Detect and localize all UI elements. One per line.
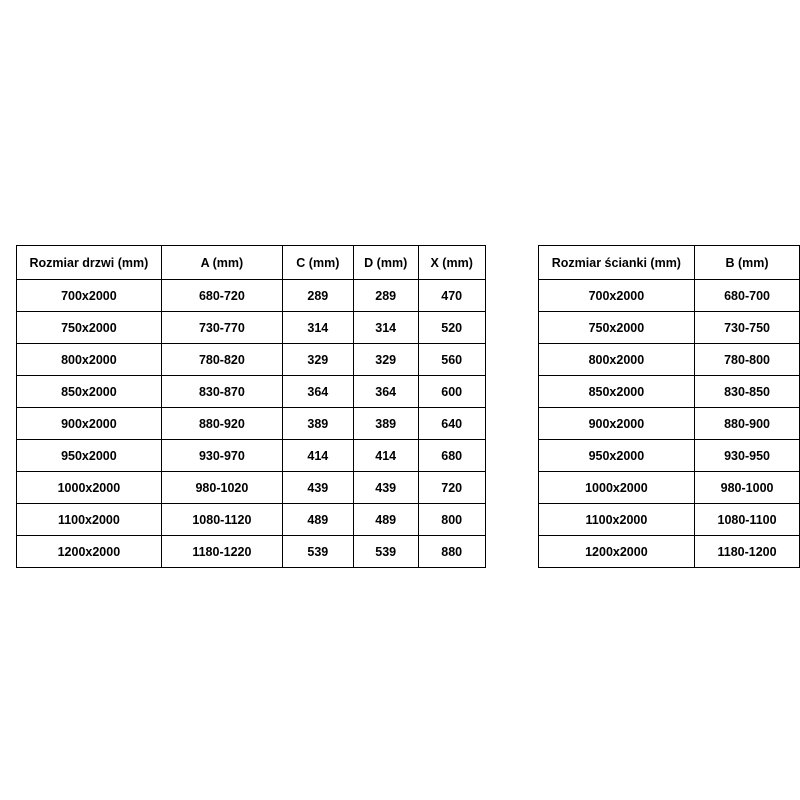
table-row: [17, 376, 486, 408]
table-cell: 850x2000: [17, 376, 162, 408]
table-row: [538, 536, 799, 568]
table-cell: 900x2000: [17, 408, 162, 440]
table-cell: 780-800: [695, 344, 800, 376]
table-cell: 314: [283, 312, 354, 344]
table-cell: 520: [418, 312, 485, 344]
table-cell: 950x2000: [17, 440, 162, 472]
table-cell: 1080-1100: [695, 504, 800, 536]
table-row: [538, 376, 799, 408]
doors-size-table-block: [16, 245, 486, 568]
table-header-row: [17, 246, 486, 280]
table-cell: 700x2000: [538, 280, 694, 312]
table-cell: 1200x2000: [538, 536, 694, 568]
table-cell: 930-970: [161, 440, 282, 472]
table-cell: 830-870: [161, 376, 282, 408]
table-cell: 414: [283, 440, 354, 472]
table-cell: 700x2000: [17, 280, 162, 312]
table-cell: 780-820: [161, 344, 282, 376]
table-cell: 1180-1200: [695, 536, 800, 568]
doors-size-table: [16, 245, 486, 568]
table-cell: 1100x2000: [17, 504, 162, 536]
table-cell: 980-1000: [695, 472, 800, 504]
table-cell: 800: [418, 504, 485, 536]
table-cell: 950x2000: [538, 440, 694, 472]
table-row: [538, 280, 799, 312]
table-cell: 314: [353, 312, 418, 344]
column-header: Rozmiar drzwi (mm): [17, 246, 162, 280]
table-row: [538, 344, 799, 376]
tables-container: [0, 245, 800, 568]
table-cell: 1080-1120: [161, 504, 282, 536]
table-cell: 1000x2000: [17, 472, 162, 504]
table-row: [538, 504, 799, 536]
table-header-row: [538, 246, 799, 280]
table-cell: 600: [418, 376, 485, 408]
table-row: [17, 408, 486, 440]
column-header: C (mm): [283, 246, 354, 280]
table-cell: 1000x2000: [538, 472, 694, 504]
table-row: [538, 312, 799, 344]
table-cell: 329: [353, 344, 418, 376]
table-cell: 640: [418, 408, 485, 440]
table-row: [17, 536, 486, 568]
table-row: [538, 408, 799, 440]
table-row: [17, 472, 486, 504]
table-cell: 880-900: [695, 408, 800, 440]
table-cell: 730-770: [161, 312, 282, 344]
table-cell: 930-950: [695, 440, 800, 472]
table-row: [17, 440, 486, 472]
table-cell: 800x2000: [17, 344, 162, 376]
table-cell: 880: [418, 536, 485, 568]
table-cell: 830-850: [695, 376, 800, 408]
table-cell: 470: [418, 280, 485, 312]
table-row: [538, 472, 799, 504]
wall-size-table-block: [538, 245, 800, 568]
table-cell: 539: [283, 536, 354, 568]
table-cell: 539: [353, 536, 418, 568]
column-header: D (mm): [353, 246, 418, 280]
table-cell: 720: [418, 472, 485, 504]
table-cell: 850x2000: [538, 376, 694, 408]
table-cell: 489: [283, 504, 354, 536]
table-cell: 439: [283, 472, 354, 504]
column-header: A (mm): [161, 246, 282, 280]
table-cell: 900x2000: [538, 408, 694, 440]
table-cell: 560: [418, 344, 485, 376]
table-cell: 680-720: [161, 280, 282, 312]
table-cell: 439: [353, 472, 418, 504]
table-cell: 1100x2000: [538, 504, 694, 536]
table-cell: 800x2000: [538, 344, 694, 376]
table-cell: 680-700: [695, 280, 800, 312]
table-row: [17, 504, 486, 536]
table-row: [17, 312, 486, 344]
table-cell: 389: [353, 408, 418, 440]
table-cell: 414: [353, 440, 418, 472]
table-cell: 289: [353, 280, 418, 312]
table-cell: 730-750: [695, 312, 800, 344]
table-row: [17, 344, 486, 376]
table-cell: 980-1020: [161, 472, 282, 504]
column-header: Rozmiar ścianki (mm): [538, 246, 694, 280]
table-cell: 880-920: [161, 408, 282, 440]
table-cell: 680: [418, 440, 485, 472]
column-header: B (mm): [695, 246, 800, 280]
table-row: [538, 440, 799, 472]
wall-size-table: [538, 245, 800, 568]
table-cell: 1200x2000: [17, 536, 162, 568]
table-cell: 1180-1220: [161, 536, 282, 568]
table-cell: 289: [283, 280, 354, 312]
column-header: X (mm): [418, 246, 485, 280]
table-cell: 364: [353, 376, 418, 408]
table-cell: 364: [283, 376, 354, 408]
table-cell: 489: [353, 504, 418, 536]
table-cell: 750x2000: [538, 312, 694, 344]
table-cell: 389: [283, 408, 354, 440]
table-row: [17, 280, 486, 312]
table-cell: 329: [283, 344, 354, 376]
table-cell: 750x2000: [17, 312, 162, 344]
